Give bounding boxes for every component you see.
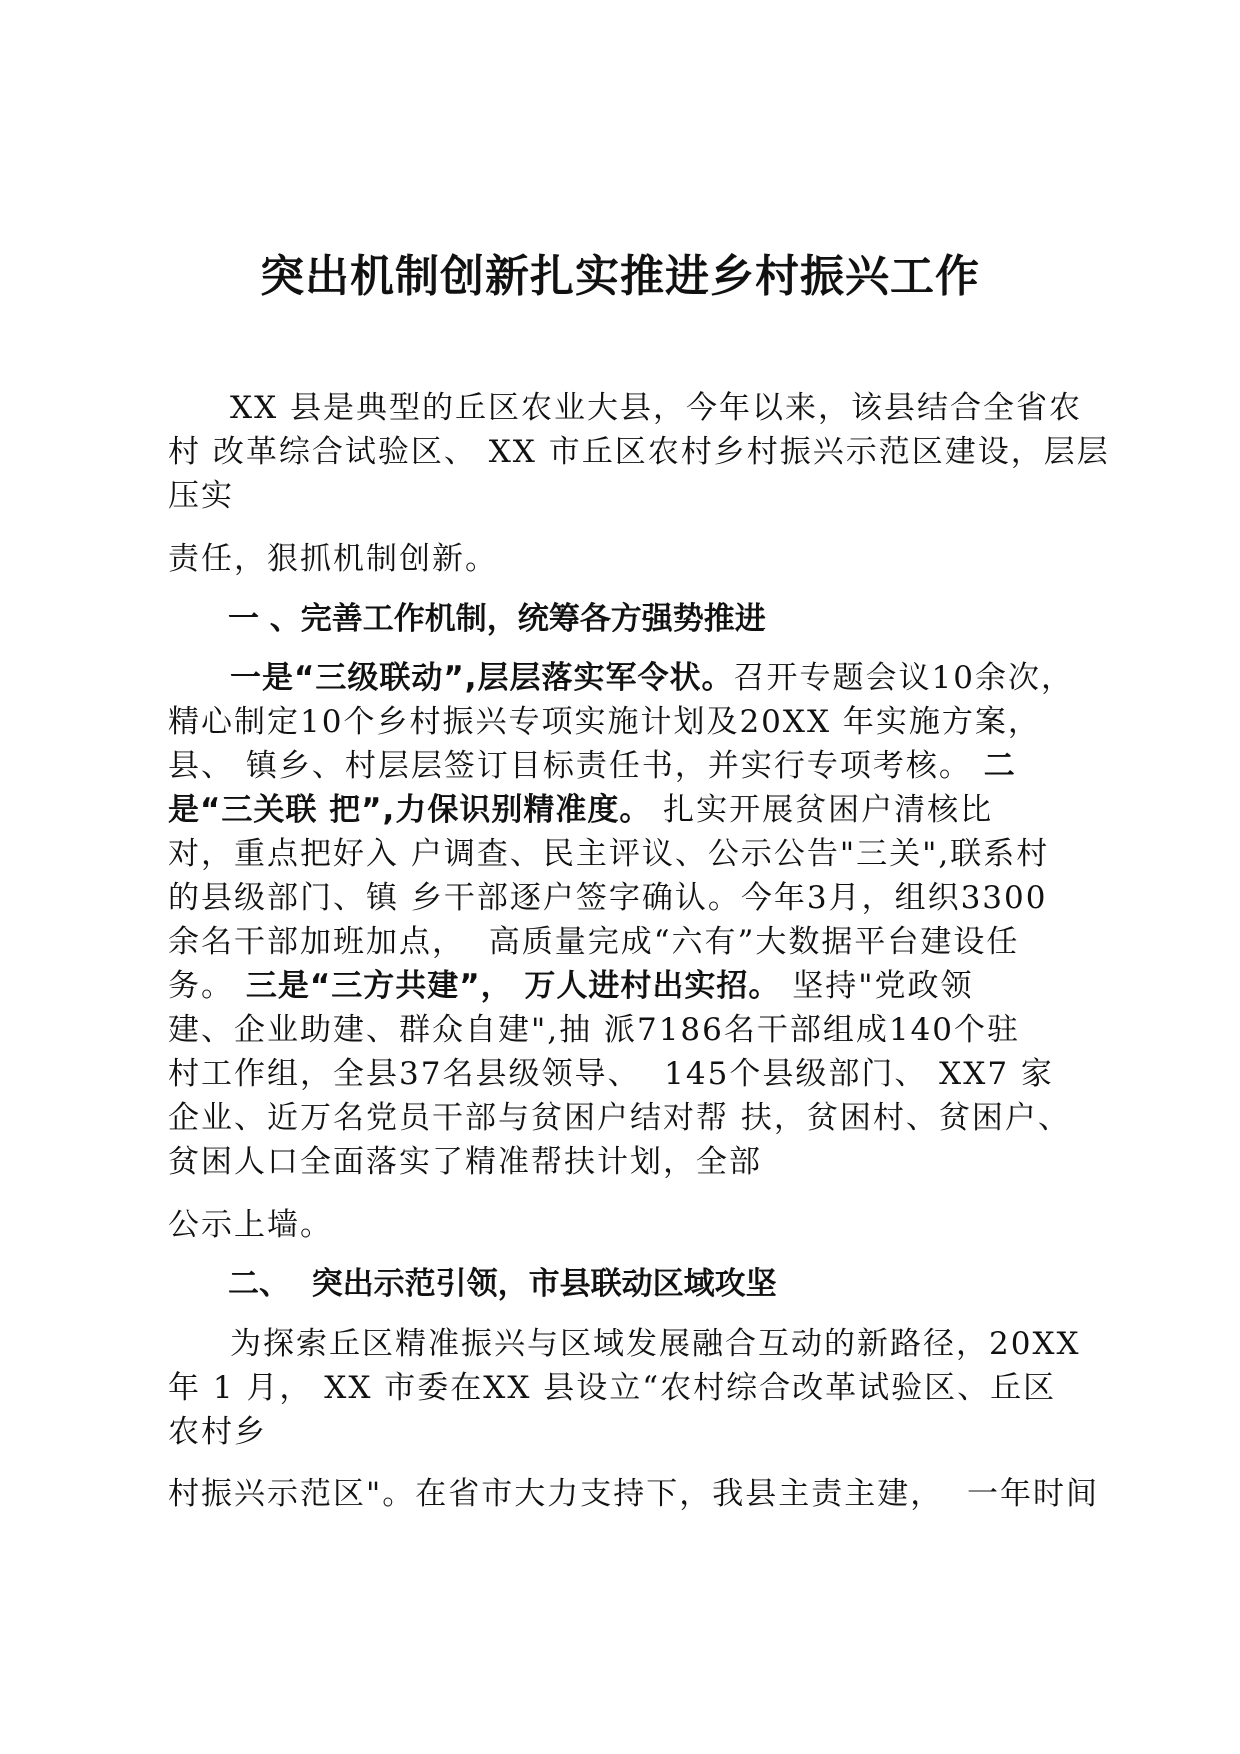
section-1-line-3-text: 县、 镇乡、村层层签订目标责任书，并实行专项考核。 bbox=[168, 748, 984, 784]
section-1-line-10: 村工作组，全县37名县级领导、 145个县级部门、 XX7 家 bbox=[168, 1056, 1054, 1092]
point-3-heading: 三是“三方共建”， 万人进村出实招。 bbox=[245, 968, 781, 1004]
section-1-line-2: 精心制定10个乡村振兴专项实施计划及20XX 年实施方案， bbox=[168, 704, 1041, 740]
section-1-line-8-text: 务。 bbox=[168, 968, 246, 1004]
intro-line-3: 压实 bbox=[168, 478, 234, 514]
section-1-heading: 一 、完善工作机制，统筹各方强势推进 bbox=[228, 601, 766, 637]
point-2-heading: 是“三关联 把”,力保识别精准度。 bbox=[168, 792, 652, 828]
section-1-line-8-tail: 坚持"党政领 bbox=[780, 968, 974, 1004]
section-1-line-11: 企业、近万名党员干部与贫困户结对帮 扶，贫困村、贫困户、 bbox=[168, 1100, 1071, 1136]
section-2-line-3: 农村乡 bbox=[168, 1414, 267, 1450]
section-1-line-3 bbox=[168, 744, 1016, 788]
point-2-heading-start: 二 bbox=[983, 748, 1016, 784]
section-1-line-5: 对，重点把好入 户调查、民主评议、公示公告"三关",联系村 bbox=[168, 836, 1050, 872]
section-1-line-4 bbox=[168, 788, 993, 832]
section-1-line-1-text: 召开专题会议10余次， bbox=[733, 660, 1074, 696]
section-1-line-9: 建、企业助建、群众自建",抽 派7186名干部组成140个驻 bbox=[168, 1012, 1021, 1048]
section-2-line-1: 为探索丘区精准振兴与区域发展融合互动的新路径，20XX bbox=[230, 1326, 1081, 1362]
section-1-line-8 bbox=[168, 964, 974, 1008]
section-1-line-4-text: 扎实开展贫困户清核比 bbox=[651, 792, 994, 828]
point-1-heading: 一是“三级联动”,层层落实军令状。 bbox=[230, 660, 734, 696]
section-2-heading: 二、 突出示范引领，市县联动区域攻坚 bbox=[228, 1266, 777, 1302]
intro-line-1: XX 县是典型的丘区农业大县，今年以来，该县结合全省农 bbox=[230, 390, 1082, 426]
section-1-line-13: 公示上墙。 bbox=[168, 1207, 333, 1243]
intro-line-4: 责任，狠抓机制创新。 bbox=[168, 541, 498, 577]
document-title: 突出机制创新扎实推进乡村振兴工作 bbox=[260, 251, 980, 302]
section-2-line-4: 村振兴示范区"。在省市大力支持下，我县主责主建， 一年时间 bbox=[168, 1476, 1099, 1512]
section-2-line-2: 年 1 月， XX 市委在XX 县设立“农村综合改革试验区、丘区 bbox=[168, 1370, 1057, 1406]
intro-line-2: 村 改革综合试验区、 XX 市丘区农村乡村振兴示范区建设，层层 bbox=[168, 434, 1110, 470]
section-1-line-6: 的县级部门、镇 乡干部逐户签字确认。今年3月，组织3300 bbox=[168, 880, 1048, 916]
section-1-line-12: 贫困人口全面落实了精准帮扶计划，全部 bbox=[168, 1144, 762, 1180]
section-1-line-7: 余名干部加班加点， 高质量完成“六有”大数据平台建设任 bbox=[168, 924, 1020, 960]
section-1-line-1 bbox=[230, 656, 1074, 700]
